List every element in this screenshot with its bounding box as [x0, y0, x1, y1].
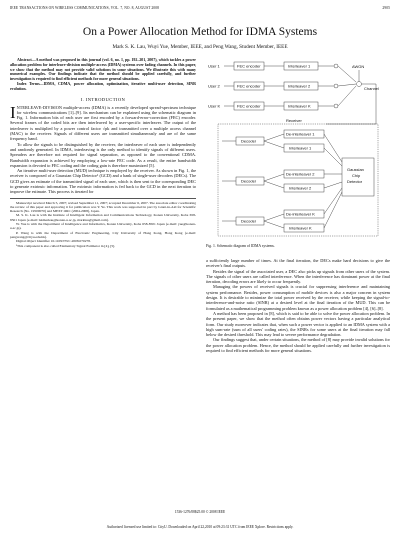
right-column — [206, 258, 390, 353]
footnote-author-lau: M. S. K. Lau is with the Institute of Intelligent Information and Communications Technology, Konan University, Kobe 658-8501 Japan (e-mail: lskmarkau@konan-u.ac.jp, marklau@gmail.com). — [10, 213, 196, 222]
figure-interleaver-2-label: Interleaver 2 — [288, 83, 311, 89]
figure-interleaver-1-label: Interleaver 1 — [289, 145, 312, 151]
footnote-author-wang: P. Wang is with the Department of Electronic Engineering, City University of Hong Kong, Hong Kong (e-mail: pengwang@cityu.edu.hk). — [10, 230, 196, 239]
figure-fec-encoder-label: FEC encoder — [237, 103, 261, 109]
figure-fec-encoder-label: FEC encoder — [237, 83, 261, 89]
section-heading-introduction: I. INTRODUCTION — [80, 97, 126, 103]
figure-deinterleaver-k-label: De-interleaver K — [286, 211, 315, 217]
figure-user-k-label: User K — [208, 103, 221, 109]
figure-deinterleaver-1-label: De-interleaver 1 — [286, 131, 315, 137]
intro-paragraph-3: An iterative multi-user detection (MUD) technique is employed by the receiver. As shown in Fig. 1, the receiver is composed of a Gaussian Chip Detector¹ (GCD) and a bank of single-user decoders (DECs). The GCD gives an estimate of the transmitted signal of each user, which is then sent to the corresponding DEC to generate extrinsic information. The extrinsic information is fed back to the GCD in the next iteration to improve the estimate. This process is iterated for — [10, 168, 196, 195]
figure-decoder-label: Decoder — [241, 138, 257, 144]
intro-paragraph-1 — [10, 102, 196, 142]
intro-paragraph-2: To allow the signals to be distinguished by the receiver, the interleaver of each user is independently and randomly generated. In IDMA, interleaving is the only method to identify signals of different users. Spreaders are therefore not required for signal separation, as opposed to the conventional CDMA. Bandwidth expansion is achieved by employing a low-rate FEC code. As a result, the entire bandwidth expansion is devoted to FEC coding and the coding gain is therefore maximized [5]. — [10, 141, 196, 168]
left-column — [10, 58, 196, 248]
intro-paragraph-1-text: NTERLEAVE-DIVISION multiple-access (IDMA) is a recently developed spread-spectrum technique for wireless communications [1]–[9]. Its mechanism can be explained using the schematic diagram in Fig. 1. Information bits of each user are first encoded by a forward-error-correction (FEC) encoder. Several frames of the coded bits are then interleaved by a user-specific interleaver. The output of the interleaver is multiplied by a power control factor √pk and transmitted over a multiple access channel (MAC) to the receiver. Signals of different users are transmitted simultaneously and are of the same frequency band. — [10, 104, 196, 142]
footnote-manuscript: Manuscript received March 5, 2007; revised September 11, 2007; accepted December 6, 2007. The associate editor coordinating the review of this paper and approving it for publication was Y. Ye. This work was supported in part by Grant-in-Aid for Scientific Research (No. 19500070) and MEXT ORC (2004-2008), Japan. — [10, 200, 196, 214]
abstract — [10, 58, 196, 82]
figure-user-2-label: User 2 — [208, 83, 220, 89]
footnotes — [10, 198, 196, 248]
footnote-doi: Digital Object Identifier 10.1109/TWC.2008.070278. — [16, 239, 91, 244]
author-list: Mark S. K. Lau, Wuyi Yue, Member, IEEE, and Peng Wang, Student Member, IEEE — [112, 44, 288, 50]
figure-caption: Fig. 1. Schematic diagram of IDMA systems. — [206, 244, 275, 248]
figure-detector-label-line-2: Chip — [352, 173, 361, 178]
figure-decoder-label: Decoder — [241, 178, 257, 184]
figure-detector-label-line-3: Detector — [347, 179, 363, 184]
right-paragraph-1: a sufficiently large number of times. At the final iteration, the DECs make hard decisions to give the receiver's final outputs. — [206, 258, 390, 269]
figure-interleaver-k-label: Interleaver K — [288, 103, 311, 109]
index-terms: Index Terms—IDMA, CDMA, power allocation, optimization, iterative multi-user detection, SINR evolution. — [10, 80, 196, 91]
footnote-gcd: ¹This component is also called Elementary Signal Estimator in [4], [5]. — [16, 243, 116, 248]
figure-interleaver-k-label: Interleaver K — [289, 225, 312, 231]
right-paragraph-3: Managing the powers of received signals is crucial for suppressing interference and maintaining system performance. Besides, power consumption of mobile devices is also a major concern in system design. It is desirable to minimize the total power received by the receiver, while keeping the signal-to-interference-and-noise ratio (SINR) at a desired level at the final iteration of the MUD. This can be formulated as a mathematical programming problem known as a power allocation problem [4], [6]–[8]. — [206, 284, 390, 311]
page-number: 2905 — [382, 6, 390, 10]
figure-user-1-label: User 1 — [208, 63, 220, 69]
paper-title: On a Power Allocation Method for IDMA Systems — [82, 26, 318, 38]
journal-name: IEEE TRANSACTIONS ON WIRELESS COMMUNICATIONS, VOL. 7, NO. 8, AUGUST 2008 — [10, 6, 159, 10]
footnote-author-yue: W. Yue is with the Department of Intelligence and Informatics, Konan University, Kobe 658-8501 Japan (e-mail: yue@konan-u.ac.jp). — [10, 222, 196, 231]
right-paragraph-4: A method has been proposed in [8], which is said to be able to solve the power allocation problem. In the present paper, we show that the method often obtains power vectors having a particular analytical form. Our study moreover indicates that, when such a power vector is applied to an IDMA system with a high sum-rate (sum of all users' coding rates), the SINRs for some users at the final iteration may fall below the desired threshold. This may lead to severe performance degradation. — [206, 310, 390, 338]
schematic-diagram — [206, 58, 390, 244]
figure-awgn-label: AWGN — [352, 64, 365, 69]
figure-interleaver-1-label: Interleaver 1 — [288, 63, 311, 69]
right-paragraph-5: Our findings suggest that, under certain situations, the method of [8] may provide invalid solutions for the power allocation problem. Hence, the method should be applied carefully and further investigation is required to find efficient methods for more general situations. — [206, 337, 390, 354]
right-paragraph-2: Besides the signal of the associated user, a DEC also picks up signals from other users of the system. The signals of other users are called interference. When the interference has dominant power at the final iteration, decoding errors are likely to occur frequently. — [206, 268, 390, 285]
figure-fec-encoder-label: FEC encoder — [237, 63, 261, 69]
figure-receiver-label: Receiver — [286, 118, 302, 123]
figure-channel-label: Channel — [364, 86, 379, 91]
figure-decoder-label: Decoder — [241, 218, 257, 224]
figure-interleaver-2-label: Interleaver 2 — [289, 185, 312, 191]
running-header — [10, 6, 390, 10]
figure-idma-schematic — [206, 58, 390, 250]
issn-line: 1536-1276/08$25.00 © 2008 IEEE — [174, 510, 226, 514]
license-footer: Authorized licensed use limited to: CityU. Downloaded on April 22,2010 at 09:23:31 UTC from IEEE Xplore. Restrictions apply. — [106, 525, 294, 529]
figure-deinterleaver-2-label: De-interleaver 2 — [286, 171, 315, 177]
abstract-text: Abstract—A method was proposed in this journal (vol. 6, no. 1, pp. 192–201, 2007), which tackles a power allocation problem for interleave-division multiple-access (IDMA) systems over fading channels. In this paper, we show that the method may not provide valid solutions in some situations. We illustrate this with many numerical examples. Our findings indicate that the method should be applied carefully, and further investigation is required to find efficient methods for more general situations. — [10, 57, 196, 81]
figure-labels — [208, 64, 379, 231]
drop-cap: I — [10, 102, 16, 122]
figure-detector-label-line-1: Gaussian — [347, 167, 364, 172]
